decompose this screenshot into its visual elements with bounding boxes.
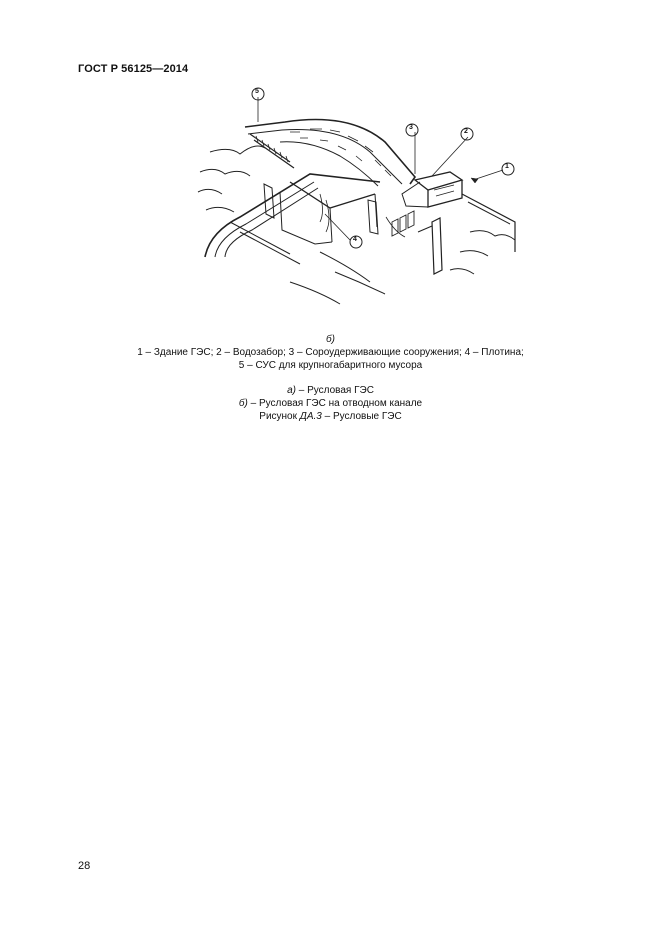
variant-a-marker: а) <box>287 385 296 396</box>
callout-3: 3 <box>409 124 413 131</box>
legend-line-2: 5 – СУС для крупногабаритного мусора <box>238 360 423 371</box>
variant-b <box>0 397 661 410</box>
figure-variants <box>0 384 661 423</box>
figure-title <box>0 410 661 423</box>
figure-sublabel: б) <box>326 334 335 345</box>
callout-4: 4 <box>353 236 357 243</box>
callout-2: 2 <box>464 128 468 135</box>
variant-a <box>0 384 661 397</box>
legend-line-1: 1 – Здание ГЭС; 2 – Водозабор; 3 – Сороудерживающие сооружения; 4 – Плотина; <box>137 347 524 358</box>
page-number: 28 <box>78 860 91 872</box>
variant-b-marker: б) <box>238 398 248 409</box>
callout-1: 1 <box>505 163 509 170</box>
figure-title-text: – Русловые ГЭС <box>321 411 402 422</box>
document-header: ГОСТ Р 56125—2014 <box>78 63 189 75</box>
figure-legend <box>0 346 661 372</box>
variant-a-text: – Русловая ГЭС <box>295 385 374 396</box>
variant-b-text: – Русловая ГЭС на отводном канале <box>247 398 423 409</box>
figure-number: ДА.3 <box>299 411 322 422</box>
hydro-plant-diagram <box>170 82 530 322</box>
figure-prefix: Рисунок <box>259 411 300 422</box>
callout-5: 5 <box>255 88 259 95</box>
